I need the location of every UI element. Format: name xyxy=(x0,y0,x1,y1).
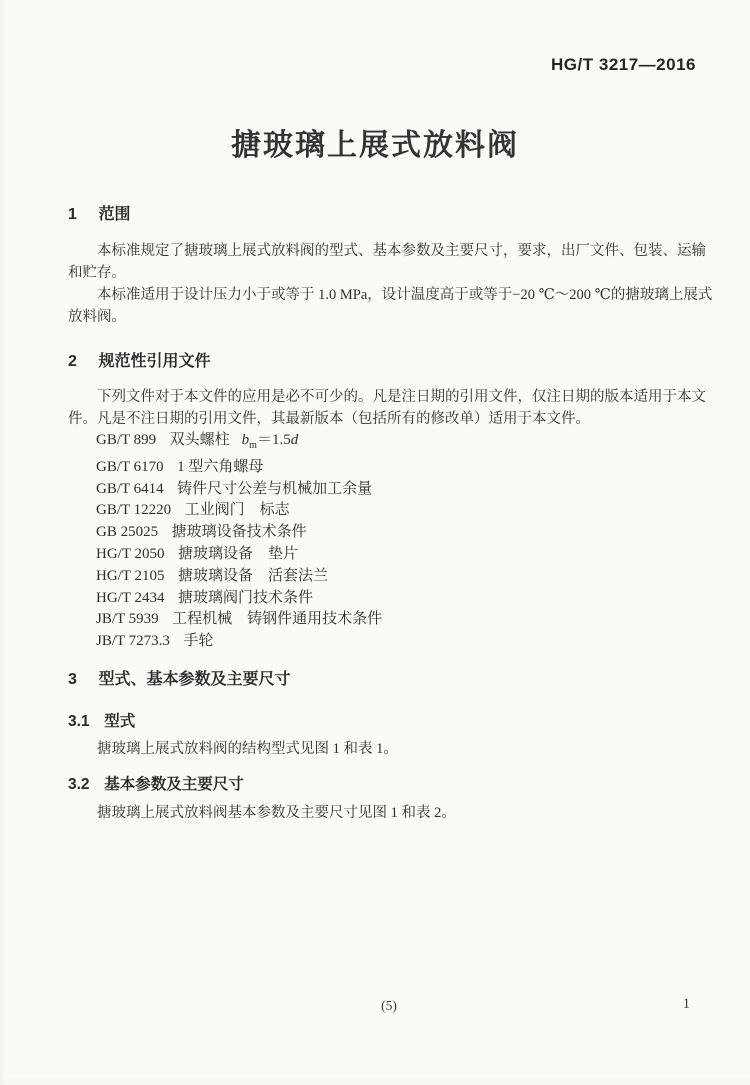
section-3-1-heading xyxy=(68,709,135,731)
section-3-title: 型式、基本参数及主要尺寸 xyxy=(98,671,291,688)
reference-code: GB/T 6170 xyxy=(96,458,164,475)
reference-title: 工程机械 铸钢件通用技术条件 xyxy=(172,611,383,628)
reference-code: HG/T 2105 xyxy=(96,567,165,584)
reference-code: JB/T 5939 xyxy=(96,611,159,628)
section-1-number: 1 xyxy=(68,206,77,223)
section-3-1-number: 3.1 xyxy=(68,713,90,730)
reference-title: 搪玻璃设备 垫片 xyxy=(177,545,298,562)
paragraph: 下列文件对于本文件的应用是必不可少的。凡是注日期的引用文件，仅注日期的版本适用于本文件。凡是不注日期的引用文件，其最新版本（包括所有的修改单）适用于本文件。 xyxy=(68,389,706,427)
section-2-body xyxy=(68,386,713,653)
reference-item xyxy=(96,522,713,544)
formula-mid: ＝1.5 xyxy=(256,432,291,448)
reference-code: GB 25025 xyxy=(96,524,159,541)
page-number: 1 xyxy=(682,996,690,1012)
section-1-title: 范围 xyxy=(98,206,131,223)
section-3-heading xyxy=(68,666,291,689)
reference-item xyxy=(96,609,713,631)
section-1-heading xyxy=(68,201,131,224)
reference-title: 铸件尺寸公差与机械加工余量 xyxy=(177,480,373,497)
paragraph: 本标准规定了搪玻璃上展式放料阀的型式、基本参数及主要尺寸，要求，出厂文件、包装、运输和贮存。 xyxy=(68,243,706,281)
section-3-1-title: 型式 xyxy=(104,713,136,730)
section-3-number: 3 xyxy=(68,671,77,688)
reference-title: 搪玻璃阀门技术条件 xyxy=(177,589,313,606)
section-3-2-number: 3.2 xyxy=(68,776,90,793)
section-2-heading xyxy=(68,348,211,371)
reference-title: 工业阀门 标志 xyxy=(184,502,290,519)
reference-title: 双头螺柱 xyxy=(169,432,230,448)
paragraph: 本标准适用于设计压力小于或等于 1.0 MPa，设计温度高于或等于−20 ℃～200 ℃的搪玻璃上展式放料阀。 xyxy=(68,287,713,325)
reference-code: JB/T 7273.3 xyxy=(96,633,170,650)
reference-item xyxy=(96,566,713,588)
standard-doc-number: HG/T 3217—2016 xyxy=(551,55,696,74)
formula-var: d xyxy=(290,432,299,448)
document-title: 搪玻璃上展式放料阀 xyxy=(231,129,519,162)
section-3-1-paragraph: 搪玻璃上展式放料阀的结构型式见图 1 和表 1。 xyxy=(97,741,398,757)
reference-code: GB/T 12220 xyxy=(96,502,172,519)
formula-var: b xyxy=(241,432,250,448)
reference-code: GB/T 6414 xyxy=(96,480,164,497)
reference-item xyxy=(96,479,713,501)
section-2-number: 2 xyxy=(68,353,77,370)
formula-subscript: m xyxy=(249,440,257,451)
reference-item xyxy=(96,500,713,522)
reference-item xyxy=(96,588,713,610)
reference-item xyxy=(96,631,713,653)
normative-references-list xyxy=(68,430,713,653)
reference-code: HG/T 2434 xyxy=(96,589,165,606)
reference-code: HG/T 2050 xyxy=(96,545,165,562)
reference-code: GB/T 899 xyxy=(96,432,157,448)
reference-item xyxy=(96,544,713,566)
reference-title: 搪玻璃设备技术条件 xyxy=(171,524,307,541)
section-3-2-title: 基本参数及主要尺寸 xyxy=(104,776,244,793)
section-1-body xyxy=(68,240,713,328)
reference-title: 1 型六角螺母 xyxy=(177,458,264,475)
section-2-title: 规范性引用文件 xyxy=(98,353,211,370)
section-3-2-heading xyxy=(68,772,244,794)
reference-title: 手轮 xyxy=(183,633,214,650)
reference-formula xyxy=(241,432,299,451)
reference-item xyxy=(96,457,713,479)
footer-center-number: (5) xyxy=(381,998,397,1013)
reference-item xyxy=(96,430,713,457)
reference-title: 搪玻璃设备 活套法兰 xyxy=(177,567,328,584)
section-3-2-paragraph: 搪玻璃上展式放料阀基本参数及主要尺寸见图 1 和表 2。 xyxy=(97,805,456,821)
